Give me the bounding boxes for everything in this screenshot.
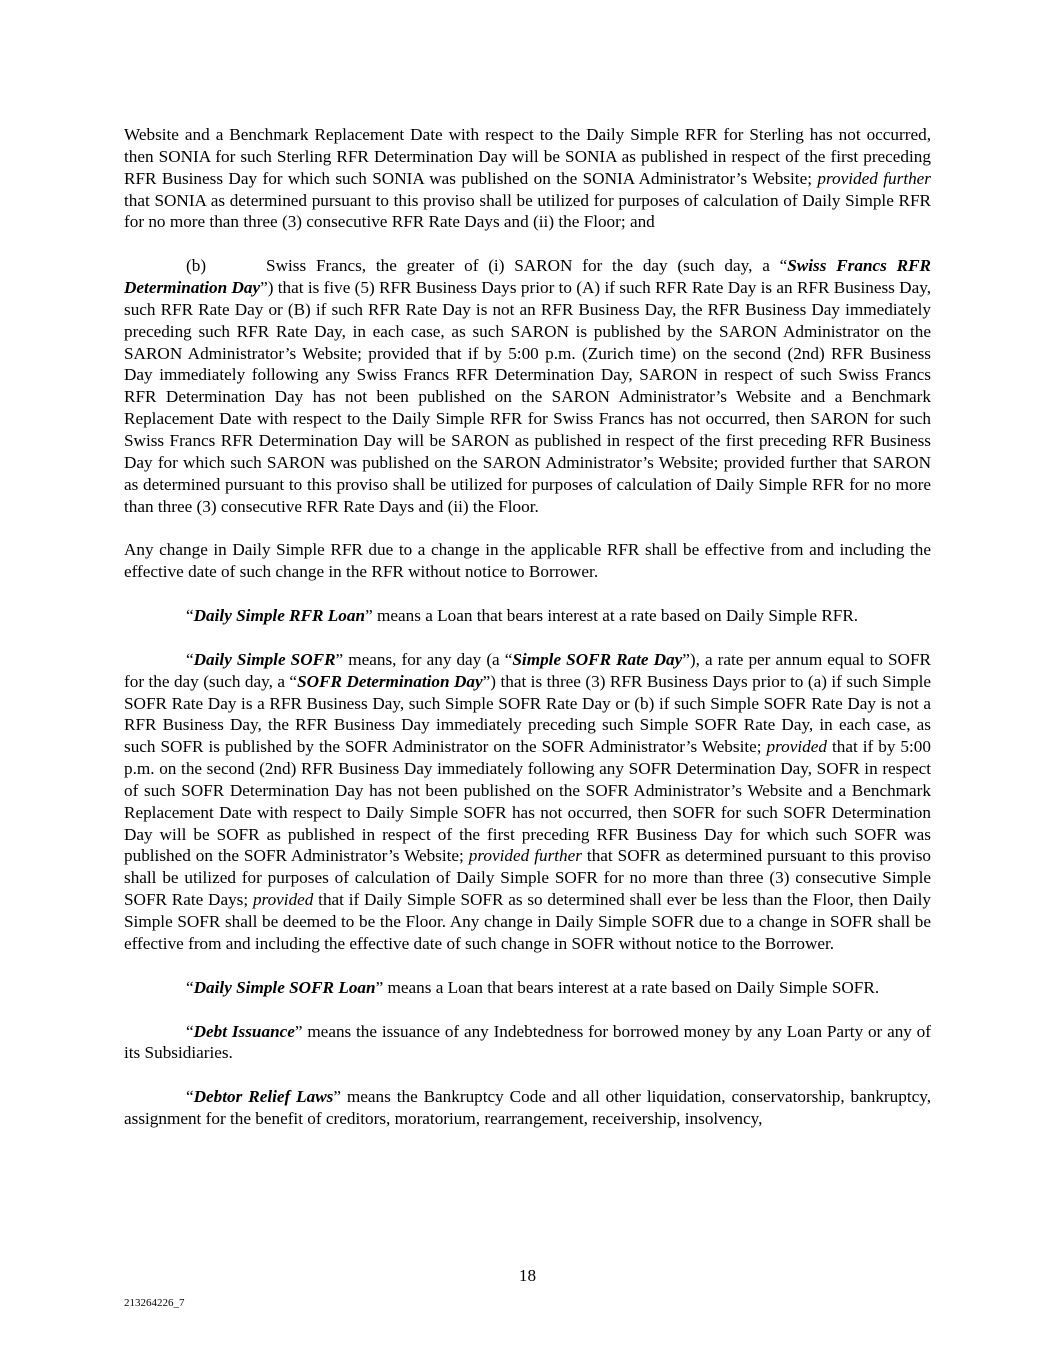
paragraph-rfr-change: Any change in Daily Simple RFR due to a change in the applicable RFR shall be effective from and including the effective date of such change in the RFR without notice to Borrower. — [124, 540, 931, 582]
defined-term: Debt Issuance — [193, 1021, 295, 1041]
definition-debtor-relief-laws: “Debtor Relief Laws” means the Bankruptcy Code and all other liquidation, conservatorship, bankruptcy, assignment for the benefit of creditors, moratorium, rearrangement, receivership, insolvency, — [124, 1087, 932, 1129]
paragraph-sonia-continuation: Website and a Benchmark Replacement Date with respect to the Daily Simple RFR for Sterling has not occurred, then SONIA for such Sterling RFR Determination Day will be SONIA as published in respect of the first preceding RFR Business Day for which such SONIA was published on the SONIA Administrator’s Website; provided further that SONIA as determined pursuant to this proviso shall be utilized for purposes of calculation of Daily Simple RFR for no more than three (3) consecutive RFR Rate Days and (ii) the Floor; and — [124, 125, 932, 232]
paragraph-swiss-francs: (b) Swiss Francs, the greater of (i) SARON for the day (such day, a “Swiss Francs RFR Determination Day”) that is five (5) RFR Business Days prior to (A) if such RFR Rate Day is an RFR Business Day, such RFR Rate Day or (B) if such RFR Rate Day is not an RFR Business Day, the RFR Business Day immediately preceding such RFR Rate Day, in each case, as such SARON is published by the SARON Administrator on the SARON Administrator’s Website; provided that if by 5:00 p.m. (Zurich time) on the second (2nd) RFR Business Day immediately following any Swiss Francs RFR Determination Day, SARON in respect of such Swiss Francs RFR Determination Day has not been published on the SARON Administrator’s Website and a Benchmark Replacement Date with respect to the Daily Simple RFR for Swiss Francs has not occurred, then SARON for such Swiss Francs RFR Determination Day will be SARON as published in respect of the first preceding RFR Business Day for which such SARON was published on the SARON Administrator’s Website; provided further that SARON as determined pursuant to this proviso shall be utilized for purposes of calculation of Daily Simple RFR for no more than three (3) consecutive RFR Rate Days and (ii) the Floor. — [124, 256, 931, 516]
defined-term: SOFR Determination Day — [297, 671, 483, 691]
defined-term: Debtor Relief Laws — [193, 1087, 334, 1107]
document-id: 213264226_7 — [124, 1297, 185, 1309]
defined-term: Swiss Francs RFR Determination Day — [124, 256, 931, 298]
clause-label: (b) — [186, 256, 207, 276]
definition-daily-simple-sofr-loan: “Daily Simple SOFR Loan” means a Loan that bears interest at a rate based on Daily Simple SOFR. — [186, 977, 880, 997]
defined-term: Daily Simple RFR Loan — [193, 606, 366, 626]
defined-term: Simple SOFR Rate Day — [512, 649, 683, 669]
document-body — [124, 124, 931, 1152]
page-number: 18 — [518, 1266, 537, 1285]
defined-term: Daily Simple SOFR Loan — [193, 977, 376, 997]
definition-daily-simple-rfr-loan: “Daily Simple RFR Loan” means a Loan that bears interest at a rate based on Daily Simple RFR. — [186, 606, 859, 626]
defined-term: Daily Simple SOFR — [193, 649, 336, 669]
definition-debt-issuance: “Debt Issuance” means the issuance of any Indebtedness for borrowed money by any Loan Party or any of its Subsidiaries. — [124, 1021, 931, 1063]
definition-daily-simple-sofr: “Daily Simple SOFR” means, for any day (a “Simple SOFR Rate Day”), a rate per annum equal to SOFR for the day (such day, a “SOFR Determination Day”) that is three (3) RFR Business Days prior to (a) if such Simple SOFR Rate Day is a RFR Business Day, such Simple SOFR Rate Day or (b) if such Simple SOFR Rate Day is not a RFR Business Day, the RFR Business Day immediately preceding such Simple SOFR Rate Day, in each case, as such SOFR is published by the SOFR Administrator on the SOFR Administrator’s Website; provided that if by 5:00 p.m. on the second (2nd) RFR Business Day immediately following any SOFR Determination Day, SOFR in respect of such SOFR Determination Day has not been published on the SOFR Administrator’s Website and a Benchmark Replacement Date with respect to Daily Simple SOFR has not occurred, then SOFR for such SOFR Determination Day will be SOFR as published in respect of the first preceding RFR Business Day for which such SOFR was published on the SOFR Administrator’s Website; provided further that SOFR as determined pursuant to this proviso shall be utilized for purposes of calculation of Daily Simple SOFR for no more than three (3) consecutive Simple SOFR Rate Days; provided that if Daily Simple SOFR as so determined shall ever be less than the Floor, then Daily Simple SOFR shall be deemed to be the Floor. Any change in Daily Simple SOFR due to a change in SOFR shall be effective from and including the effective date of such change in SOFR without notice to the Borrower. — [124, 649, 932, 953]
